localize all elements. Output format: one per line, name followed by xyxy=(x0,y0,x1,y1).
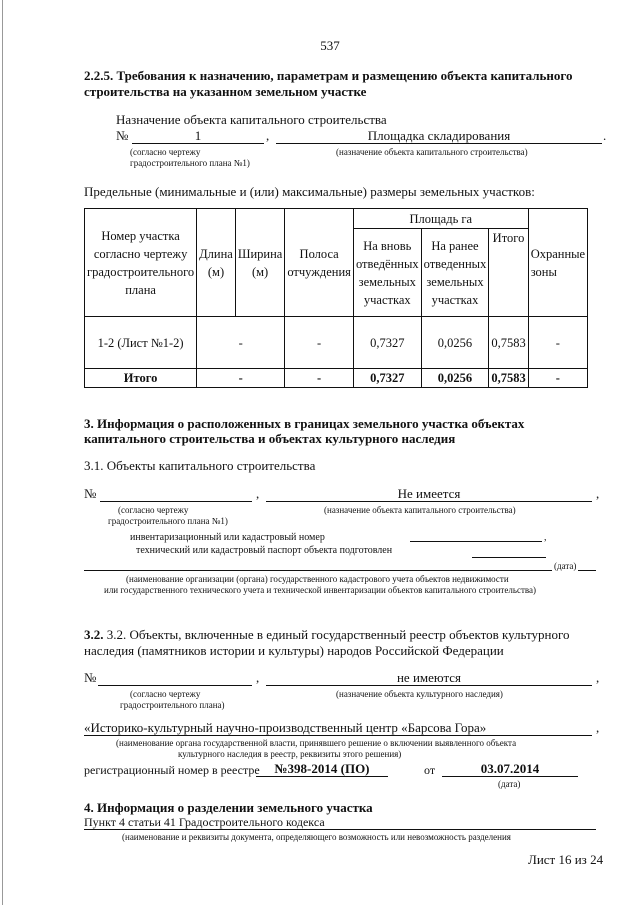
s31-caption-purpose: (назначение объекта капитального строительства) xyxy=(324,505,516,515)
reg-date-caption: (дата) xyxy=(498,779,521,789)
from-label: от xyxy=(424,763,436,777)
s32-value-field: не имеются xyxy=(266,670,592,686)
total-row-zones: - xyxy=(528,369,587,388)
total-row-strip: - xyxy=(285,369,354,388)
header-width: Ширина (м) xyxy=(235,209,284,317)
passport-label: технический или кадастровый паспорт объекта подготовлен xyxy=(136,545,393,556)
org-line xyxy=(84,562,596,571)
s31-value-field: Не имеется xyxy=(266,486,592,502)
section-3-title-1: 3. Информация о расположенных в границах земельного участка объектах xyxy=(84,416,525,431)
inventory-label: инвентаризационный или кадастровый номер xyxy=(130,532,325,543)
header-plot-number: Номер участка согласно чертежу градостроительного плана xyxy=(85,209,197,317)
section-4-value-field: Пункт 4 статьи 41 Градостроительного кодекса xyxy=(84,815,596,830)
land-plot-table xyxy=(84,208,588,388)
header-new-allotted: На вновь отведённых земельных участках xyxy=(353,229,421,317)
inventory-field xyxy=(410,530,542,542)
inventory-comma: , xyxy=(544,532,547,543)
limits-label: Предельные (минимальные и (или) максимальные) размеры земельных участков: xyxy=(84,184,535,199)
s32-org-caption-1: (наименование органа государственной власти, принявшего решение о включении выявленного объекта xyxy=(116,738,517,748)
row-plot: 1-2 (Лист №1-2) xyxy=(85,317,197,369)
section-225-title-1: 2.2.5. Требования к назначению, параметрам и размещению объекта капитального xyxy=(84,68,573,83)
org-caption-1: (наименование организации (органа) государственного кадастрового учета объектов недвижимости xyxy=(126,574,509,584)
s32-number-sign: № xyxy=(84,670,97,685)
row-length-width: - xyxy=(197,317,285,369)
row-prev: 0,0256 xyxy=(421,317,489,369)
section-32-title-1: 3.2. 3.2. Объекты, включенные в единый государственный реестр объектов культурного xyxy=(84,627,570,642)
sheet-counter: Лист 16 из 24 xyxy=(528,852,604,867)
object-purpose-field: Площадка складирования xyxy=(276,128,602,144)
header-zones: Охранные зоны xyxy=(528,209,587,317)
s31-comma-2: , xyxy=(596,486,600,501)
s32-number-field xyxy=(98,670,252,686)
header-total: Итого xyxy=(489,229,528,317)
row-strip: - xyxy=(285,317,354,369)
header-area: Площадь га xyxy=(353,209,528,229)
s32-caption-drawing-2: градостроительного плана) xyxy=(120,700,225,710)
header-prev-allotted: На ранее отведенных земельных участках xyxy=(421,229,489,317)
page-number: 537 xyxy=(320,38,340,53)
section-32-text: 3.2. Объекты, включенные в единый государственный реестр объектов культурного xyxy=(106,627,570,642)
row-new: 0,7327 xyxy=(353,317,421,369)
total-row-label: Итого xyxy=(85,369,197,388)
header-length: Длина (м) xyxy=(197,209,236,317)
dot: . xyxy=(603,128,607,143)
s31-number-sign: № xyxy=(84,486,97,501)
s32-comma-2: , xyxy=(596,670,600,685)
designation-label: Назначение объекта капитального строительства xyxy=(116,112,387,127)
object-number-field: 1 xyxy=(132,128,264,144)
s31-comma-1: , xyxy=(256,486,260,501)
row-zones: - xyxy=(528,317,587,369)
section-4-caption: (наименование и реквизиты документа, определяющего возможность или невозможность разделения xyxy=(122,832,511,842)
heritage-org-field: «Историко-культурный научно-производственный центр «Барсова Гора» xyxy=(84,720,592,736)
s32-org-comma: , xyxy=(596,720,600,735)
total-row-new: 0,7327 xyxy=(353,369,421,388)
s32-caption-drawing-1: (согласно чертежу xyxy=(130,689,201,699)
comma: , xyxy=(266,128,270,143)
reg-date-field: 03.07.2014 xyxy=(442,761,578,777)
passport-date-field xyxy=(472,546,546,558)
s31-caption-drawing-1: (согласно чертежу xyxy=(118,505,189,515)
number-sign: № xyxy=(116,128,129,143)
scan-edge xyxy=(2,0,3,905)
section-32-title-2: наследия (памятников истории и культуры) народов Российской Федерации xyxy=(84,643,504,658)
total-row-length-width: - xyxy=(197,369,285,388)
section-225-title-2: строительства на указанном земельном участке xyxy=(84,84,367,99)
header-strip: Полоса отчуждения xyxy=(285,209,354,317)
s32-caption-heritage: (назначение объекта культурного наследия) xyxy=(336,689,503,699)
caption-purpose: (назначение объекта капитального строительства) xyxy=(336,147,528,157)
reg-number-label: регистрационный номер в реестре xyxy=(84,763,260,777)
s31-caption-drawing-2: градостроительного плана №1) xyxy=(108,516,228,526)
reg-number-field: №398-2014 (ПО) xyxy=(256,761,388,777)
caption-drawing-1: (согласно чертежу xyxy=(130,147,201,157)
section-3-title-2: капитального строительства и объектах культурного наследия xyxy=(84,431,456,446)
s31-number-field xyxy=(100,486,252,502)
section-4-title: 4. Информация о разделении земельного участка xyxy=(84,800,373,815)
s31-date-caption: (дата) xyxy=(554,561,577,571)
s32-org-caption-2: культурного наследия в реестр, реквизиты этого решения) xyxy=(178,749,402,759)
subsection-31-title: 3.1. Объекты капитального строительства xyxy=(84,458,316,473)
caption-drawing-2: градостроительного плана №1) xyxy=(130,158,250,168)
s32-comma-1: , xyxy=(256,670,260,685)
total-row-prev: 0,0256 xyxy=(421,369,489,388)
row-total: 0,7583 xyxy=(489,317,528,369)
org-caption-2: или государственного технического учета и технической инвентаризации объектов капитального строительства) xyxy=(104,585,537,595)
total-row-total: 0,7583 xyxy=(489,369,528,388)
